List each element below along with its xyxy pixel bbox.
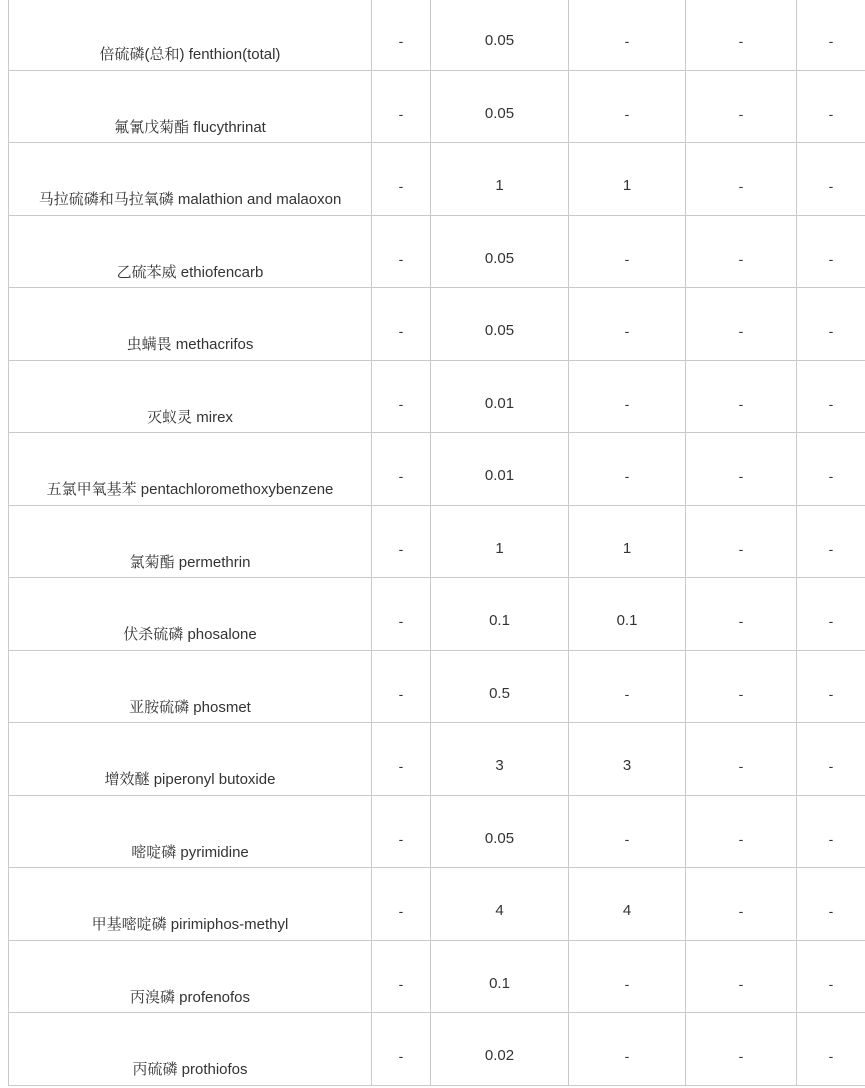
limit-value: 0.05 bbox=[484, 322, 515, 339]
limit-value: 0.05 bbox=[484, 249, 515, 267]
limit-value: - bbox=[738, 975, 744, 992]
table-row bbox=[9, 433, 865, 506]
table-body bbox=[9, 0, 865, 1085]
table-row bbox=[9, 215, 865, 288]
limit-value: - bbox=[828, 1048, 834, 1064]
limit-value: - bbox=[398, 250, 404, 267]
limit-value-cell-col5 bbox=[686, 215, 797, 288]
table-row bbox=[9, 1013, 865, 1086]
limit-value-cell-col2 bbox=[372, 723, 431, 796]
limit-value-cell-col3 bbox=[431, 215, 569, 288]
pesticide-name-cell bbox=[9, 795, 372, 868]
pesticide-name-cell bbox=[9, 433, 372, 506]
pesticide-residue-table bbox=[8, 0, 865, 1086]
limit-value-cell-col5 bbox=[686, 70, 797, 143]
limit-value: 1 bbox=[495, 539, 504, 557]
limit-value: 0.1 bbox=[489, 612, 510, 629]
limit-value: - bbox=[398, 1048, 404, 1064]
limit-value: - bbox=[738, 613, 744, 629]
limit-value: 0.02 bbox=[484, 1047, 515, 1064]
limit-value: - bbox=[828, 105, 834, 122]
limit-value: - bbox=[398, 468, 404, 484]
pesticide-name: 乙硫苯威 ethiofencarb bbox=[116, 263, 264, 281]
limit-value: - bbox=[398, 395, 404, 412]
limit-value: - bbox=[738, 903, 744, 919]
table-row bbox=[9, 70, 865, 143]
table-row bbox=[9, 505, 865, 578]
limit-value-cell-col2 bbox=[372, 868, 431, 941]
pesticide-name: 增效醚 piperonyl butoxide bbox=[104, 771, 276, 788]
table-row bbox=[9, 795, 865, 868]
limit-value: - bbox=[828, 540, 834, 557]
limit-value-cell-col3 bbox=[431, 940, 569, 1013]
limit-value: - bbox=[828, 250, 834, 267]
limit-value: - bbox=[738, 323, 744, 339]
limit-value-cell-col4 bbox=[569, 795, 686, 868]
limit-value-cell-col2 bbox=[372, 1013, 431, 1086]
limit-value-cell-col5 bbox=[686, 578, 797, 651]
limit-value: - bbox=[828, 903, 834, 919]
pesticide-name: 甲基嘧啶磷 pirimiphos-methyl bbox=[91, 916, 289, 933]
pesticide-name: 五氯甲氧基苯 pentachloromethoxybenzene bbox=[46, 481, 334, 498]
limit-value: - bbox=[624, 395, 630, 412]
limit-value: - bbox=[624, 323, 630, 339]
limit-value-cell-col5 bbox=[686, 1013, 797, 1086]
pesticide-name: 伏杀硫磷 phosalone bbox=[123, 626, 257, 643]
limit-value-cell-col4 bbox=[569, 940, 686, 1013]
limit-value: - bbox=[398, 540, 404, 557]
limit-value: - bbox=[738, 685, 744, 702]
limit-value: 1 bbox=[622, 539, 632, 557]
limit-value: 1 bbox=[622, 177, 632, 194]
limit-value: 0.1 bbox=[616, 612, 638, 629]
limit-value: - bbox=[624, 250, 630, 267]
limit-value-cell-col5 bbox=[686, 143, 797, 216]
limit-value: - bbox=[738, 1048, 744, 1064]
limit-value-cell-col3 bbox=[431, 795, 569, 868]
limit-value-cell-col6 bbox=[797, 505, 865, 578]
limit-value: - bbox=[738, 540, 744, 557]
limit-value: 3 bbox=[622, 757, 632, 774]
limit-value: - bbox=[624, 1048, 630, 1064]
limit-value: - bbox=[828, 323, 834, 339]
limit-value-cell-col2 bbox=[372, 143, 431, 216]
limit-value-cell-col6 bbox=[797, 578, 865, 651]
limit-value: - bbox=[398, 323, 404, 339]
limit-value: 4 bbox=[622, 902, 632, 919]
limit-value-cell-col5 bbox=[686, 723, 797, 796]
table-row bbox=[9, 868, 865, 941]
limit-value-cell-col5 bbox=[686, 795, 797, 868]
pesticide-name: 灭蚁灵 mirex bbox=[147, 408, 233, 426]
limit-value-cell-col2 bbox=[372, 650, 431, 723]
limit-value: 0.5 bbox=[489, 684, 510, 702]
limit-value-cell-col3 bbox=[431, 723, 569, 796]
limit-value-cell-col2 bbox=[372, 215, 431, 288]
pesticide-name-cell bbox=[9, 505, 372, 578]
pesticide-name-cell bbox=[9, 70, 372, 143]
pesticide-name: 嘧啶磷 pyrimidine bbox=[131, 843, 249, 861]
pesticide-name-cell bbox=[9, 0, 372, 70]
limit-value-cell-col3 bbox=[431, 433, 569, 506]
limit-value: 0.1 bbox=[489, 974, 510, 992]
pesticide-name-cell bbox=[9, 360, 372, 433]
limit-value-cell-col2 bbox=[372, 578, 431, 651]
limit-value-cell-col3 bbox=[431, 868, 569, 941]
limit-value-cell-col2 bbox=[372, 795, 431, 868]
limit-value-cell-col4 bbox=[569, 650, 686, 723]
table-row bbox=[9, 0, 865, 70]
limit-value: 0.01 bbox=[484, 467, 515, 484]
limit-value-cell-col3 bbox=[431, 0, 569, 70]
pesticide-name: 亚胺硫磷 phosmet bbox=[129, 698, 251, 716]
limit-value: - bbox=[624, 468, 630, 484]
limit-value: - bbox=[738, 395, 744, 412]
limit-value: 4 bbox=[495, 902, 504, 919]
table-row bbox=[9, 940, 865, 1013]
pesticide-name-cell bbox=[9, 723, 372, 796]
limit-value: - bbox=[398, 903, 404, 919]
limit-value: 0.05 bbox=[484, 829, 515, 847]
limit-value: - bbox=[738, 468, 744, 484]
limit-value-cell-col4 bbox=[569, 215, 686, 288]
limit-value-cell-col5 bbox=[686, 360, 797, 433]
table-row bbox=[9, 578, 865, 651]
pesticide-name: 丙硫磷 prothiofos bbox=[132, 1061, 248, 1078]
limit-value-cell-col6 bbox=[797, 215, 865, 288]
limit-value-cell-col2 bbox=[372, 940, 431, 1013]
limit-value-cell-col6 bbox=[797, 0, 865, 70]
pesticide-name: 丙溴磷 profenofos bbox=[129, 988, 251, 1006]
limit-value-cell-col3 bbox=[431, 143, 569, 216]
limit-value-cell-col4 bbox=[569, 578, 686, 651]
pesticide-name: 虫螨畏 methacrifos bbox=[126, 336, 254, 353]
pesticide-name: 氟氰戊菊酯 flucythrinat bbox=[114, 118, 266, 136]
pesticide-name-cell bbox=[9, 940, 372, 1013]
pesticide-name: 氯菊酯 permethrin bbox=[129, 553, 251, 571]
limit-value-cell-col5 bbox=[686, 288, 797, 361]
limit-value-cell-col2 bbox=[372, 288, 431, 361]
limit-value-cell-col2 bbox=[372, 505, 431, 578]
limit-value: - bbox=[624, 685, 630, 702]
limit-value-cell-col4 bbox=[569, 360, 686, 433]
limit-value: - bbox=[398, 33, 404, 49]
limit-value-cell-col6 bbox=[797, 288, 865, 361]
limit-value-cell-col6 bbox=[797, 70, 865, 143]
limit-value: - bbox=[828, 830, 834, 847]
pesticide-name-cell bbox=[9, 288, 372, 361]
table-row bbox=[9, 360, 865, 433]
limit-value-cell-col3 bbox=[431, 70, 569, 143]
limit-value-cell-col4 bbox=[569, 288, 686, 361]
limit-value-cell-col6 bbox=[797, 940, 865, 1013]
limit-value-cell-col3 bbox=[431, 360, 569, 433]
limit-value: - bbox=[738, 250, 744, 267]
limit-value: 0.01 bbox=[484, 394, 515, 412]
limit-value-cell-col3 bbox=[431, 288, 569, 361]
limit-value: - bbox=[398, 830, 404, 847]
limit-value: - bbox=[828, 33, 834, 49]
limit-value: - bbox=[738, 33, 744, 49]
table-row bbox=[9, 723, 865, 796]
pesticide-name-cell bbox=[9, 650, 372, 723]
limit-value-cell-col5 bbox=[686, 433, 797, 506]
table-row bbox=[9, 288, 865, 361]
limit-value-cell-col3 bbox=[431, 1013, 569, 1086]
limit-value-cell-col2 bbox=[372, 0, 431, 70]
limit-value: 0.05 bbox=[484, 32, 515, 49]
limit-value: - bbox=[398, 975, 404, 992]
limit-value: - bbox=[738, 830, 744, 847]
limit-value-cell-col6 bbox=[797, 433, 865, 506]
limit-value: - bbox=[398, 105, 404, 122]
limit-value: - bbox=[398, 758, 404, 774]
limit-value: - bbox=[828, 395, 834, 412]
limit-value-cell-col2 bbox=[372, 360, 431, 433]
limit-value: - bbox=[398, 178, 404, 194]
limit-value-cell-col3 bbox=[431, 650, 569, 723]
pesticide-name-cell bbox=[9, 215, 372, 288]
limit-value-cell-col3 bbox=[431, 578, 569, 651]
limit-value: - bbox=[738, 178, 744, 194]
limit-value-cell-col5 bbox=[686, 505, 797, 578]
limit-value-cell-col5 bbox=[686, 0, 797, 70]
limit-value: - bbox=[828, 758, 834, 774]
limit-value-cell-col6 bbox=[797, 868, 865, 941]
limit-value-cell-col5 bbox=[686, 940, 797, 1013]
limit-value-cell-col2 bbox=[372, 433, 431, 506]
table-row bbox=[9, 650, 865, 723]
pesticide-name-cell bbox=[9, 578, 372, 651]
limit-value-cell-col4 bbox=[569, 1013, 686, 1086]
limit-value-cell-col6 bbox=[797, 723, 865, 796]
limit-value: - bbox=[398, 685, 404, 702]
limit-value-cell-col6 bbox=[797, 1013, 865, 1086]
limit-value-cell-col4 bbox=[569, 433, 686, 506]
limit-value: - bbox=[738, 758, 744, 774]
limit-value-cell-col5 bbox=[686, 650, 797, 723]
limit-value-cell-col4 bbox=[569, 723, 686, 796]
limit-value: 3 bbox=[495, 757, 504, 774]
limit-value: 0.05 bbox=[484, 104, 515, 122]
limit-value: - bbox=[738, 105, 744, 122]
limit-value-cell-col6 bbox=[797, 650, 865, 723]
pesticide-name-cell bbox=[9, 868, 372, 941]
limit-value: - bbox=[828, 685, 834, 702]
limit-value: - bbox=[624, 33, 630, 49]
limit-value-cell-col6 bbox=[797, 143, 865, 216]
pesticide-name: 倍硫磷(总和) fenthion(total) bbox=[99, 46, 281, 63]
limit-value: - bbox=[828, 613, 834, 629]
limit-value: - bbox=[828, 975, 834, 992]
limit-value-cell-col4 bbox=[569, 70, 686, 143]
limit-value: 1 bbox=[495, 177, 504, 194]
limit-value-cell-col4 bbox=[569, 0, 686, 70]
limit-value-cell-col4 bbox=[569, 143, 686, 216]
limit-value-cell-col5 bbox=[686, 868, 797, 941]
table-row bbox=[9, 143, 865, 216]
pesticide-name-cell bbox=[9, 1013, 372, 1086]
limit-value: - bbox=[398, 613, 404, 629]
limit-value-cell-col4 bbox=[569, 505, 686, 578]
limit-value-cell-col6 bbox=[797, 795, 865, 868]
limit-value-cell-col3 bbox=[431, 505, 569, 578]
limit-value: - bbox=[624, 105, 630, 122]
limit-value: - bbox=[624, 975, 630, 992]
pesticide-name: 马拉硫磷和马拉氧磷 malathion and malaoxon bbox=[38, 191, 342, 208]
limit-value: - bbox=[624, 830, 630, 847]
limit-value-cell-col4 bbox=[569, 868, 686, 941]
limit-value: - bbox=[828, 178, 834, 194]
pesticide-name-cell bbox=[9, 143, 372, 216]
limit-value: - bbox=[828, 468, 834, 484]
limit-value-cell-col6 bbox=[797, 360, 865, 433]
limit-value-cell-col2 bbox=[372, 70, 431, 143]
